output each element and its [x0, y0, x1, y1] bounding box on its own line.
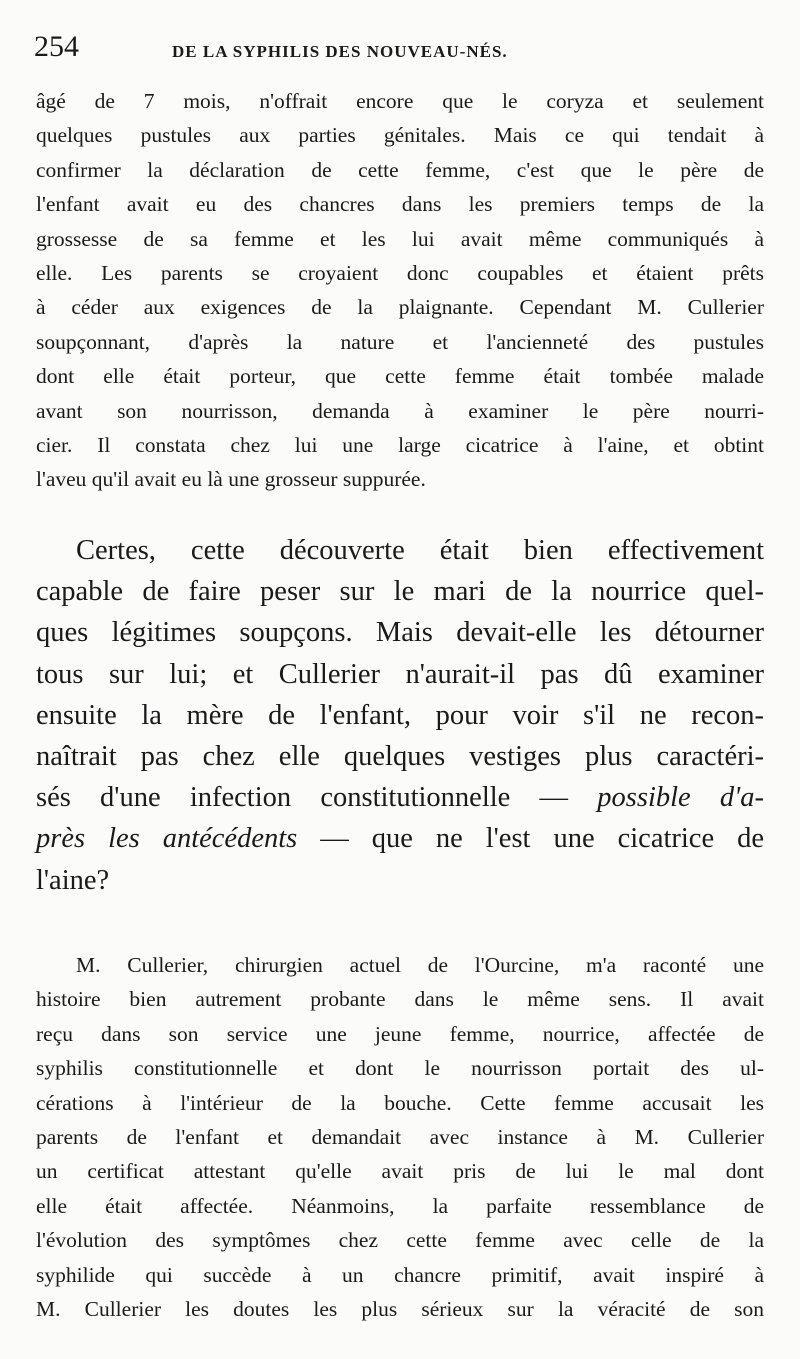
running-title: DE LA SYPHILIS DES NOUVEAU-NÉS. — [172, 42, 508, 61]
text-line: M. Cullerier, chirurgien actuel de l'Ourcine, m'a raconté une — [76, 953, 764, 977]
text-line: parents de l'enfant et demandait avec instance à M. Cullerier — [36, 1124, 764, 1149]
text-line: capable de faire peser sur le mari de la nourrice quel- — [36, 576, 764, 608]
text-line: Certes, cette découverte était bien effectivement — [76, 535, 764, 566]
text-line-mixed — [36, 777, 764, 818]
text-line: un certificat attestant qu'elle avait pris de lui le mal dont — [36, 1159, 764, 1184]
text-line: tous sur lui; et Cullerier n'aurait-il pas dû examiner — [36, 658, 764, 690]
text-line: avant son nourrisson, demanda à examiner le père nourri- — [36, 398, 764, 423]
text-line: M. Cullerier les doutes les plus sérieux sur la véracité de son — [36, 1296, 764, 1321]
italic-phrase: près les antécédents — [36, 823, 298, 855]
text-line: à céder aux exigences de la plaignante. Cependant M. Cullerier — [36, 295, 764, 320]
text-line: grossesse de sa femme et les lui avait même communiqués à — [36, 226, 764, 251]
text-line: naîtrait pas chez elle quelques vestiges plus caractéri- — [36, 740, 764, 772]
text-line: ques légitimes soupçons. Mais devait-elle les détourner — [36, 617, 764, 649]
text-line: histoire bien autrement probante dans le même sens. Il avait — [36, 987, 764, 1012]
text-line-mixed — [36, 818, 764, 859]
italic-phrase: possible d'a- — [597, 782, 764, 814]
text-line: l'aveu qu'il avait eu là une grosseur suppurée. — [36, 467, 426, 492]
text-line: syphilis constitutionnelle et dont le nourrisson portait des ul- — [36, 1056, 764, 1081]
text-line: reçu dans son service une jeune femme, nourrice, affectée de — [36, 1021, 764, 1046]
paragraph-anecdote — [36, 948, 764, 1326]
text-line: elle était affectée. Néanmoins, la parfaite ressemblance de — [36, 1193, 764, 1218]
text-line: l'aine? — [36, 864, 110, 896]
text-line: confirmer la déclaration de cette femme, c'est que le père de — [36, 157, 764, 182]
text-line: dont elle était porteur, que cette femme était tombée malade — [36, 364, 764, 389]
text-line: quelques pustules aux parties génitales. Mais ce qui tendait à — [36, 123, 764, 148]
text-segment: — que ne l'est une cicatrice de — [297, 823, 764, 855]
text-line: l'enfant avait eu des chancres dans les premiers temps de la — [36, 192, 764, 217]
text-line: âgé de 7 mois, n'offrait encore que le coryza et seulement — [36, 89, 764, 113]
text-line: soupçonnant, d'après la nature et l'ancienneté des pustules — [36, 329, 764, 354]
text-line: ensuite la mère de l'enfant, pour voir s'il ne recon- — [36, 699, 764, 731]
text-segment: sés d'une infection constitutionnelle — — [36, 782, 569, 814]
page-header — [34, 30, 774, 70]
text-line: l'évolution des symptômes chez cette femme avec celle de la — [36, 1228, 764, 1253]
text-line: syphilide qui succède à un chancre primitif, avait inspiré à — [36, 1262, 764, 1287]
text-line: elle. Les parents se croyaient donc coupables et étaient prêts — [36, 260, 764, 285]
text-line: cier. Il constata chez lui une large cicatrice à l'aine, et obtint — [36, 432, 764, 457]
text-line: cérations à l'intérieur de la bouche. Cette femme accusait les — [36, 1090, 764, 1115]
paragraph-commentary — [36, 530, 764, 901]
paragraph-continuation — [36, 84, 764, 497]
page-number: 254 — [34, 30, 79, 63]
